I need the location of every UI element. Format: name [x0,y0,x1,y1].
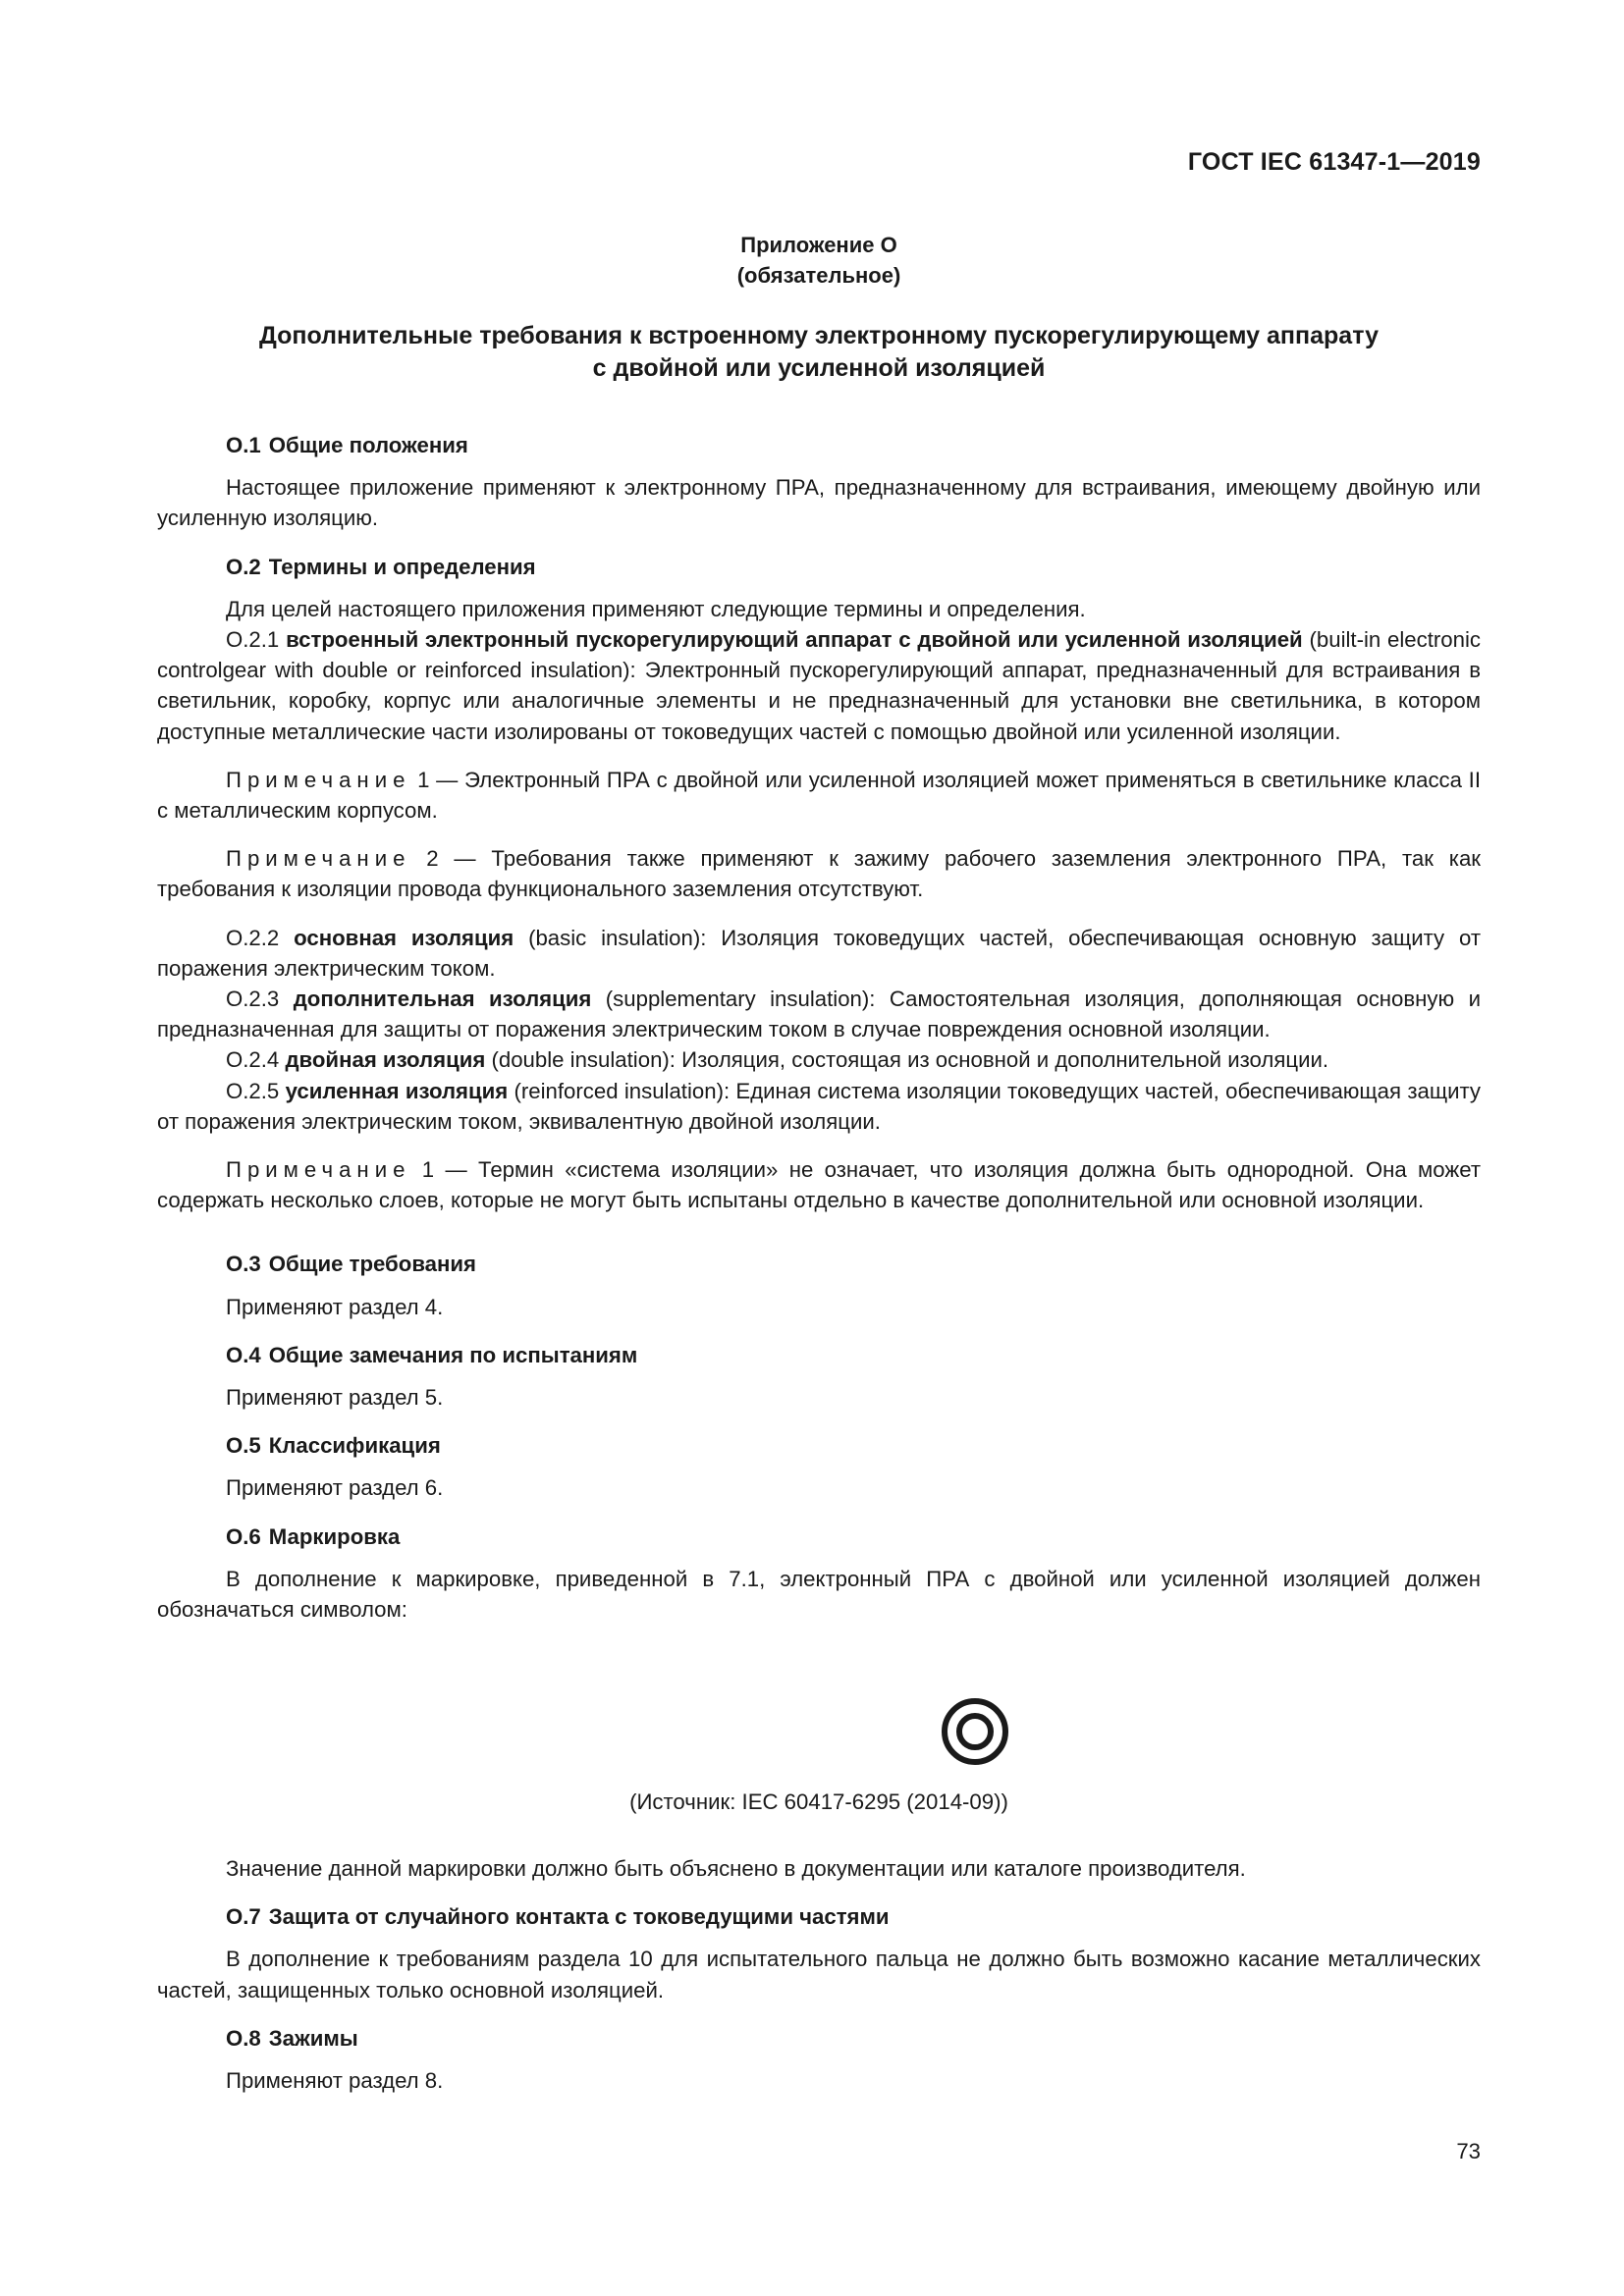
section-title: Маркировка [268,1523,401,1549]
term-name: основная изоляция [294,925,514,950]
section-o4-paragraph: Применяют раздел 5. [226,1385,444,1411]
term-o2-5 [157,1076,1481,1137]
term-name: усиленная изоляция [285,1078,509,1103]
page-number: 73 [1456,2139,1481,2163]
main-body-text-continued [157,1853,1481,2096]
double-circle-symbol-icon [940,1696,1010,1767]
section-title: Общие положения [268,433,468,457]
term-name: двойная изоляция [285,1047,486,1073]
appendix-label-block [157,230,1481,291]
section-heading-o3 [157,1249,1481,1279]
term-name: дополнительная изоляция [293,987,592,1012]
term-definition: (built-in electronic controlgear with double or reinforced insulation): Электронный пускорегулирующий аппарат, предназначенный для встраивания в светильник, коробку, корпус или аналогичные элементы и не предназначенный для установки вне светильника, в котором доступные металлические части изолированы от токоведущих частей с помощью двойной или усиленной изоляции. [157,627,1481,744]
term-definition: (reinforced insulation): Единая система изоляции токоведущих частей, обеспечивающая защиту от поражения электрическим током, эквивалентную двойной изоляции. [157,1078,1481,1134]
section-number: О.7 [226,1904,261,1930]
double-circle-symbol-graphic [940,1696,1010,1767]
section-heading-o8 [157,2023,1481,2054]
note-text: 1 — Электронный ПРА с двойной или усиленной изоляцией может применяться в светильнике класса II с металлическим корпусом. [157,767,1481,824]
term-o2-3 [157,984,1481,1044]
term-definition: (double insulation): Изоляция, состоящая из основной и дополнительной изоляции. [491,1047,1329,1073]
section-number: О.4 [226,1342,261,1367]
section-o2-intro: Для целей настоящего приложения применяют следующие термины и определения. [226,596,1086,621]
section-heading-o2 [157,552,1481,582]
term-number: О.2.4 [226,1047,280,1073]
section-title: Зажимы [268,2025,358,2051]
section-title: Общие требования [268,1252,476,1277]
section-number: О.8 [226,2025,261,2051]
section-number: О.3 [226,1252,261,1277]
section-title: Общие замечания по испытаниям [268,1342,638,1367]
section-title: Термины и определения [268,554,536,579]
section-number: О.5 [226,1433,261,1459]
section-heading-o7 [157,1901,1481,1932]
note-o2-1 [157,765,1481,826]
term-number: О.2.5 [226,1078,280,1103]
term-o2-4 [157,1044,1481,1075]
section-o8-paragraph: Применяют раздел 8. [226,2068,444,2094]
note-text: 2 — Требования также применяют к зажиму рабочего заземления электронного ПРА, так как требования к изоляции провода функционального заземления отсутствуют. [157,846,1481,902]
note-o2-2 [157,843,1481,904]
appendix-title [157,320,1481,385]
note-o2-3 [157,1154,1481,1215]
document-page [157,0,1481,2296]
note-label: Примечание [226,846,411,872]
appendix-title-line-2: с двойной или усиленной изоляцией [592,354,1046,382]
appendix-status: (обязательное) [736,263,901,288]
section-title: Защита от случайного контакта с токоведущими частями [268,1904,890,1930]
document-code-header: ГОСТ IEC 61347-1—2019 [1187,148,1481,176]
note-label: Примечание [226,767,411,792]
note-text: 1 — Термин «система изоляции» не означает, что изоляция должна быть однородной. Она может содержать несколько слоев, которые не могут быть испытаны отдельно в качестве дополнительной или основной изоляции. [157,1157,1481,1213]
section-title: Классификация [268,1433,441,1459]
section-number: О.6 [226,1523,261,1549]
section-heading-o4 [157,1340,1481,1370]
note-label: Примечание [226,1157,411,1183]
section-heading-o1 [157,430,1481,460]
term-number: О.2.3 [226,987,280,1012]
term-o2-1 [157,624,1481,747]
section-o5-paragraph: Применяют раздел 6. [226,1475,444,1501]
symbol-source-caption: (Источник: IEC 60417-6295 (2014-09)) [629,1789,1008,1814]
appendix-label: Приложение О [740,233,897,257]
section-heading-o5 [157,1430,1481,1461]
main-body-text [157,430,1481,1625]
section-o1-paragraph: Настоящее приложение применяют к электронному ПРА, предназначенному для встраивания, имеющему двойную или усиленную изоляцию. [157,475,1481,531]
section-heading-o6 [157,1522,1481,1552]
term-o2-2 [157,923,1481,984]
term-name: встроенный электронный пускорегулирующий аппарат с двойной или усиленной изоляцией [286,627,1303,653]
section-o7-paragraph: В дополнение к требованиям раздела 10 для испытательного пальца не должно быть возможно касание металлических частей, защищенных только основной изоляцией. [157,1947,1481,2002]
term-number: О.2.2 [226,925,280,950]
term-number: О.2.1 [226,627,280,653]
section-o3-paragraph: Применяют раздел 4. [226,1294,444,1319]
section-o6-paragraph: В дополнение к маркировке, приведенной в 7.1, электронный ПРА с двойной или усиленной изоляцией должен обозначаться символом: [157,1566,1481,1623]
term-definition: (basic insulation): Изоляция токоведущих частей, обеспечивающая основную защиту от поражения электрическим током. [157,925,1481,981]
section-number: О.2 [226,554,261,579]
section-o6-after-paragraph: Значение данной маркировки должно быть объяснено в документации или каталоге производителя. [226,1856,1246,1881]
appendix-title-line-1: Дополнительные требования к встроенному электронному пускорегулирующему аппарату [259,322,1379,349]
section-number: О.1 [226,433,261,457]
term-definition: (supplementary insulation): Самостоятельная изоляция, дополняющая основную и предназначенная для защиты от поражения электрическим током в случае повреждения основной изоляции. [157,987,1481,1042]
